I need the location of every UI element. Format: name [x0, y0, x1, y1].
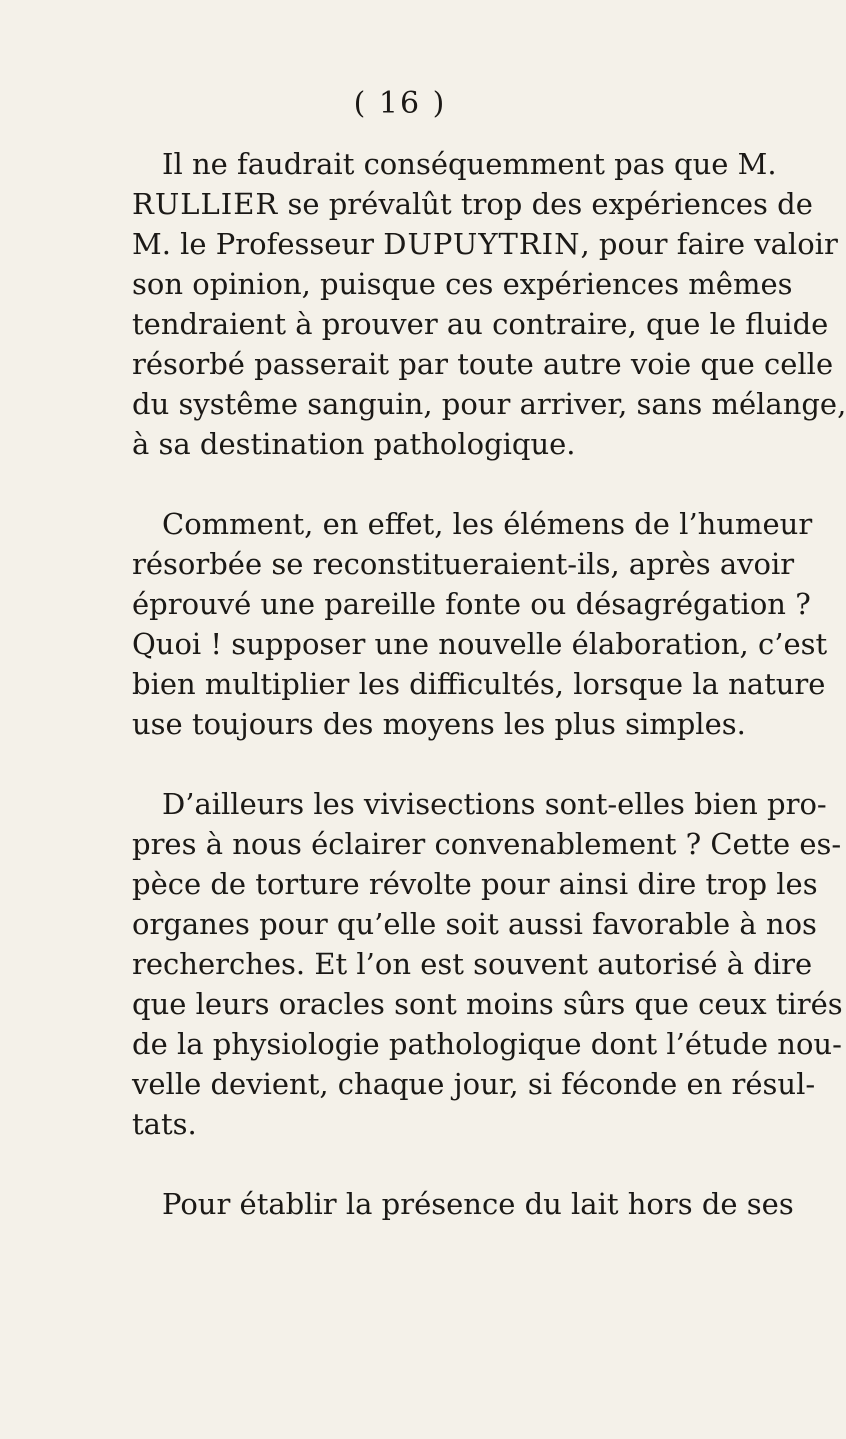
text-fragment: M. le Professeur [132, 227, 384, 261]
text-line: résorbée se reconstitueraient-ils, après avoir [132, 547, 795, 581]
text-line: recherches. Et l’on est souvent autorisé à dire [132, 947, 813, 981]
text-line: pres à nous éclairer convenablement ? Cette es- [132, 827, 842, 861]
text-line [132, 224, 838, 264]
text-line: de la physiologie pathologique dont l’étude nou- [132, 1027, 842, 1061]
text-fragment: se prévalût trop des expériences de [278, 187, 813, 221]
text-line: résorbé passerait par toute autre voie que celle [132, 347, 834, 381]
author-name: RULLIER [132, 187, 279, 221]
text-line: du systême sanguin, pour arriver, sans mélange, [132, 387, 846, 421]
text-line: tendraient à prouver au contraire, que le fluide [132, 307, 829, 341]
text-line: éprouvé une pareille fonte ou désagrégation ? [132, 587, 811, 621]
text-fragment: , pour faire valoir [580, 227, 838, 261]
text-line: Quoi ! supposer une nouvelle élaboration, c’est [132, 627, 828, 661]
text-line: organes pour qu’elle soit aussi favorable à nos [132, 907, 817, 941]
text-line: tats. [132, 1107, 197, 1141]
text-line: que leurs oracles sont moins sûrs que ceux tirés [132, 987, 843, 1021]
text-line: Pour établir la présence du lait hors de ses [162, 1187, 794, 1221]
text-line: à sa destination pathologique. [132, 427, 576, 461]
text-line: velle devient, chaque jour, si féconde en résul- [132, 1067, 816, 1101]
text-line: pèce de torture révolte pour ainsi dire trop les [132, 867, 818, 901]
text-line [132, 184, 813, 224]
text-line: Il ne faudrait conséquemment pas que M. [162, 147, 777, 181]
text-line: D’ailleurs les vivisections sont-elles bien pro- [162, 787, 827, 821]
text-line: use toujours des moyens les plus simples. [132, 707, 746, 741]
author-name: DUPUYTRIN [383, 227, 581, 261]
text-line: bien multiplier les difficultés, lorsque la nature [132, 667, 826, 701]
page-number: ( 16 ) [353, 86, 447, 121]
text-line: son opinion, puisque ces expériences mêmes [132, 267, 793, 301]
text-line: Comment, en effet, les élémens de l’humeur [162, 507, 813, 541]
